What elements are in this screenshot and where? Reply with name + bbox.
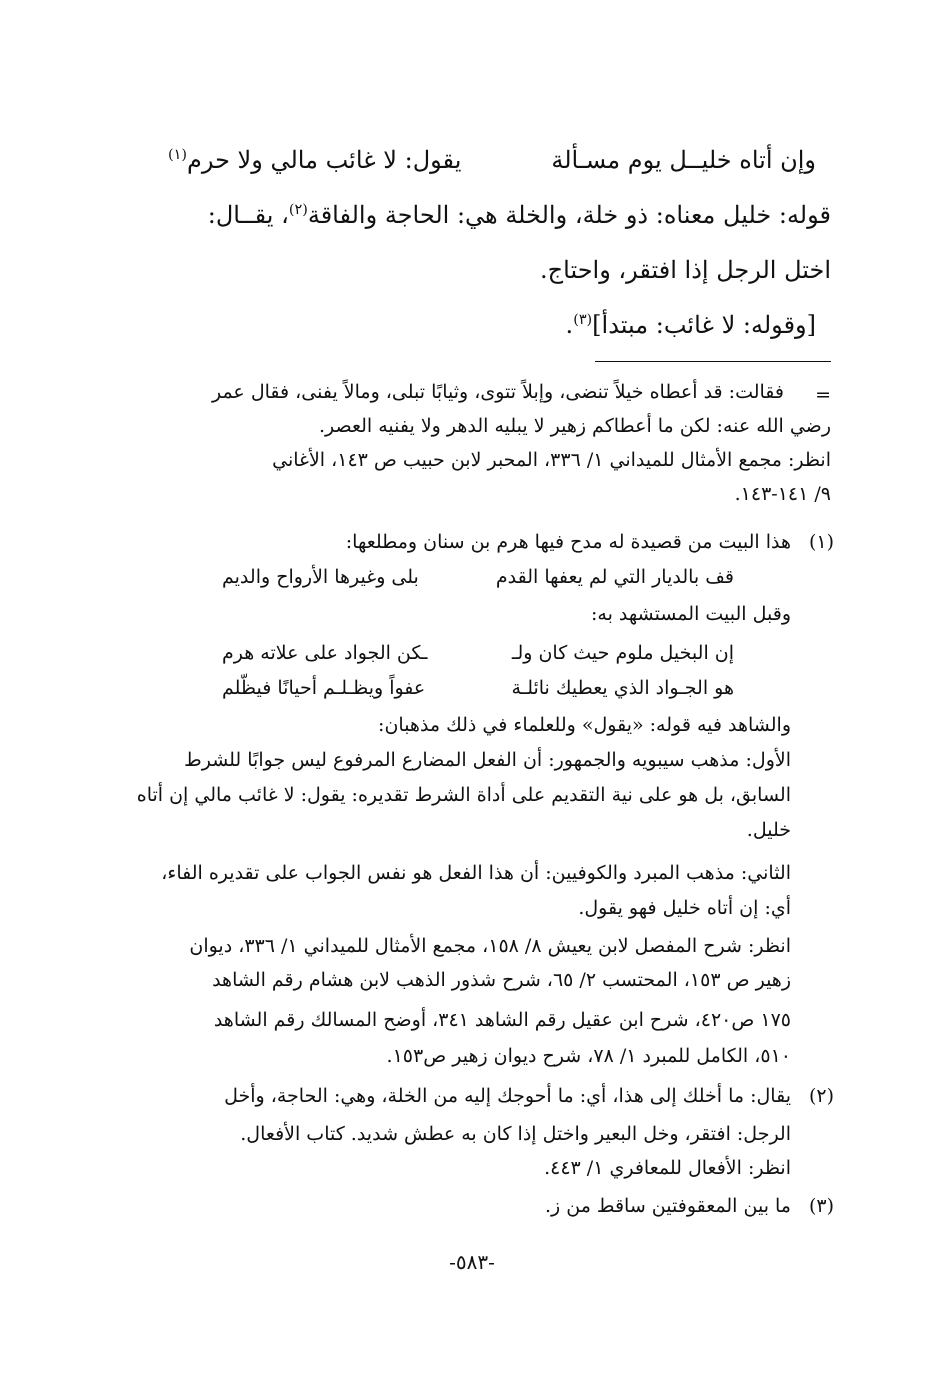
footnote-1-before-label: وقبل البيت المستشهد به: [591,603,791,625]
footnote-cont-line: فقالت: قد أعطاه خيلاً تنضى، وإبلاً تتوى، وثيابًا تبلى، ومالاً يفنى، فقال عمر [211,381,784,403]
main-verse-left [168,146,461,174]
footnote-1-intro: هذا البيت من قصيدة له مدح فيها هرم بن سنان ومطلعها: [345,531,791,553]
main-line-2-text: قوله: خليل معناه: ذو خلة، والخلة هي: الحاجة والفاقة [307,201,831,229]
footnote-2-line: الرجل: افتقر، وخل البعير واختل إذا كان به عطش شديد. كتاب الأفعال. [240,1123,791,1145]
footnote-1-line: زهير ص ١٥٣، المحتسب ٢/ ٦٥، شرح شذور الذهب لابن هشام رقم الشاهد [212,969,791,991]
main-line-4-text: [وقوله: لا غائب: مبتدأ] [592,311,816,339]
main-verse-left-text: يقول: لا غائب مالي ولا حرم [186,146,462,174]
footnote-cont-line: انظر: مجمع الأمثال للميداني ١/ ٣٣٦، المحبر لابن حبيب ص ١٤٣، الأغاني [272,449,831,471]
footnote-1-line: السابق، بل هو على نية التقديم على أداة الشرط تقديره: يقول: لا غائب مالي إن أتاه [136,784,791,806]
footnote-1-verse-3-left: عفواً ويظـلـم أحيانًا فيظّلم [222,677,426,699]
footnote-cont-line: ٩/ ١٤١-١٤٣. [734,483,831,505]
page-number: -٥٨٣- [449,1250,495,1274]
main-line-4 [566,311,816,339]
main-verse-right: وإن أتاه خليــل يوم مسـألة [551,146,816,174]
footnote-ref-2: (٢) [288,202,308,218]
footnote-1-line: والشاهد فيه قوله: «يقول» وللعلماء في ذلك مذهبان: [378,714,791,736]
footnote-2-number: (٢) [808,1085,834,1107]
footnote-1-verse-1-right: قف بالديار التي لم يعفها القدم [495,566,734,588]
footnote-3-number: (٣) [808,1195,834,1217]
footnote-continuation-marker: = [815,384,831,406]
footnote-1-verse-2-right: إن البخيل ملوم حيث كان ولـ [511,642,734,664]
footnote-1-verse-3-right: هو الجـواد الذي يعطيك نائلـة [511,677,734,699]
footnote-1-line: انظر: شرح المفصل لابن يعيش ٨/ ١٥٨، مجمع الأمثال للميداني ١/ ٣٣٦، ديوان [189,935,791,957]
footnote-2-line: يقال: ما أخلك إلى هذا، أي: ما أحوجك إليه من الخلة، وهي: الحاجة، وأخل [224,1085,791,1107]
footnote-2-line: انظر: الأفعال للمعافري ١/ ٤٤٣. [544,1157,791,1179]
footnote-ref-3: (٣) [573,312,593,328]
footnote-divider [595,361,831,362]
footnote-1-line: ٥١٠، الكامل للمبرد ١/ ٧٨، شرح ديوان زهير ص١٥٣. [386,1045,791,1067]
footnote-3-text: ما بين المعقوفتين ساقط من ز. [545,1195,791,1217]
footnote-1-line: ١٧٥ ص٤٢٠، شرح ابن عقيل رقم الشاهد ٣٤١، أوضح المسالك رقم الشاهد [213,1009,791,1031]
main-line-4-tail: . [565,311,574,339]
main-line-2-tail: ، يقــال: [207,201,289,229]
footnote-ref-1: (١) [168,147,187,163]
footnote-cont-line: رضي الله عنه: لكن ما أعطاكم زهير لا يبليه الدهر ولا يفنيه العصر. [318,415,831,437]
footnote-1-line: أي: إن أتاه خليل فهو يقول. [578,897,791,919]
footnote-1-line: خليل. [746,819,791,841]
main-line-3: اختل الرجل إذا افتقر، واحتاج. [540,256,831,284]
main-line-2 [208,201,831,229]
footnote-1-verse-1-left: بلى وغيرها الأرواح والديم [222,566,419,588]
footnote-1-number: (١) [808,531,834,553]
footnote-1-line: الثاني: مذهب المبرد والكوفيين: أن هذا الفعل هو نفس الجواب على تقديره الفاء، [161,862,791,884]
footnote-1-verse-2-left: ـكن الجواد على علاته هرم [222,642,428,664]
footnote-1-line: الأول: مذهب سيبويه والجمهور: أن الفعل المضارع المرفوع ليس جوابًا للشرط [184,749,791,771]
